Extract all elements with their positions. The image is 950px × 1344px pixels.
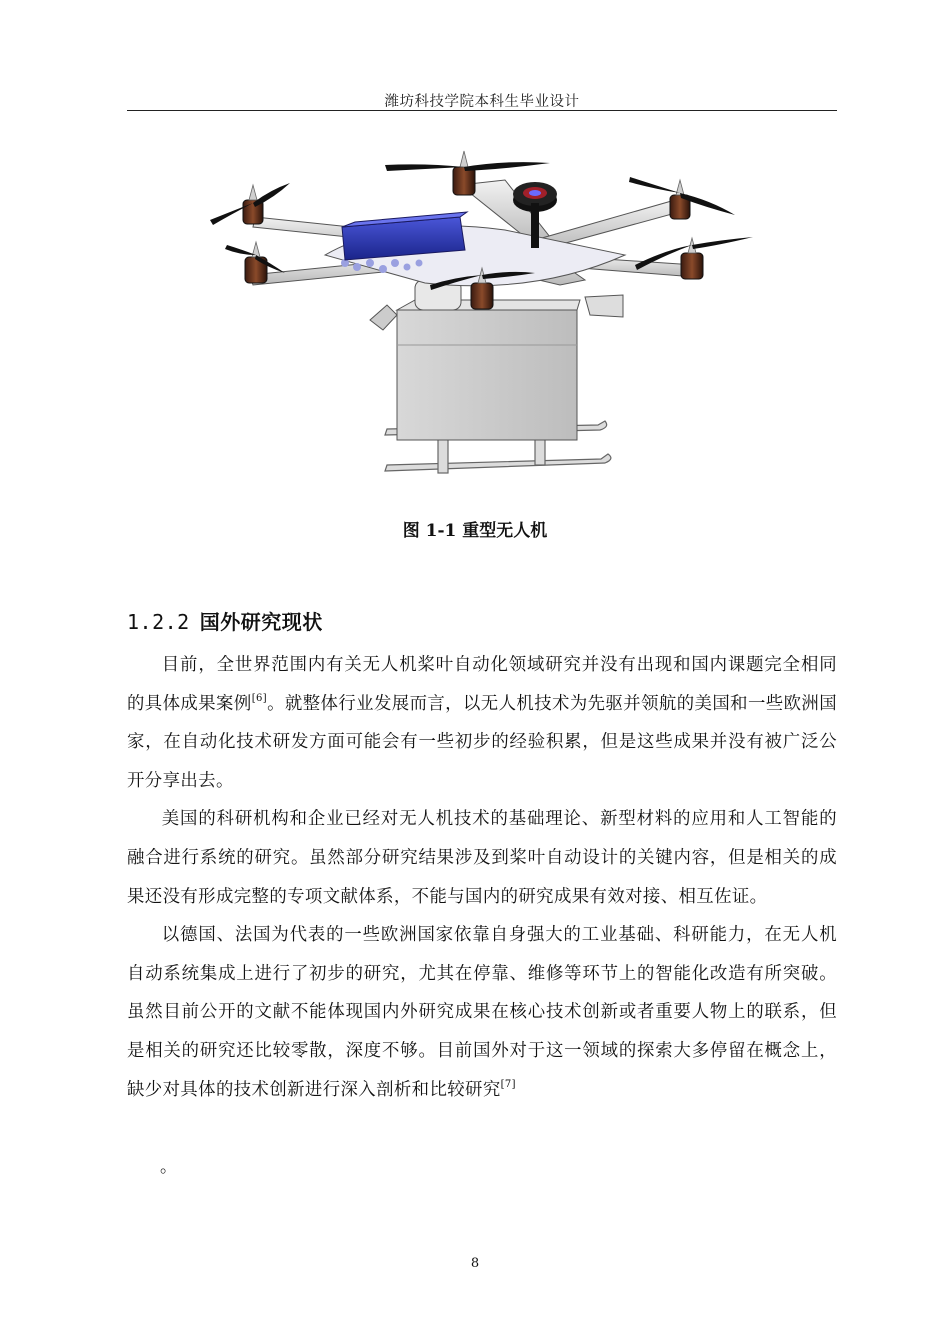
paragraph: [127, 800, 837, 916]
hexacopter-drone-illustration: [205, 145, 765, 485]
page-number: 8: [470, 1256, 480, 1271]
figure-caption: 图 1-1 重型无人机: [402, 521, 548, 541]
paragraph-text: 。就整体行业发展而言，以无人机技术为先驱并领航的美国和一些欧洲国家，在自动化技术研发方面可能会有一些初步的经验积累，但是这些成果并没有被广泛公开分享出去。: [127, 693, 837, 791]
paragraph: [127, 646, 837, 800]
header-rule: [127, 110, 837, 111]
section-heading: [127, 606, 323, 635]
paragraph-text: 目前，全世界范围内有关无人机桨叶自动化领域研究并没有出现和国内课题完全相同的具体成果案例: [127, 655, 837, 714]
citation-ref[interactable]: [7]: [500, 1078, 516, 1090]
citation-ref[interactable]: [6]: [251, 692, 268, 704]
body-text: [127, 646, 837, 1109]
figure-drone-image: [205, 145, 765, 485]
paragraph: [127, 916, 837, 1109]
section-title: 国外研究现状: [199, 610, 323, 634]
trailing-punctuation: 。: [160, 1157, 177, 1177]
paragraph-text: 美国的科研机构和企业已经对无人机技术的基础理论、新型材料的应用和人工智能的融合进行系统的研究。虽然部分研究结果涉及到桨叶自动设计的关键内容，但是相关的成果还没有形成完整的专项文献体系，不能与国内的研究成果有效对接、相互佐证。: [127, 809, 837, 907]
paragraph-text: 以德国、法国为代表的一些欧洲国家依靠自身强大的工业基础、科研能力，在无人机自动系统集成上进行了初步的研究，尤其在停靠、维修等环节上的智能化改造有所突破。虽然目前公开的文献不能体现国内外研究成果在核心技术创新或者重要人物上的联系，但是相关的研究还比较零散，深度不够。目前国外对于这一领域的探索大多停留在概念上，缺少对具体的技术创新进行深入剖析和比较研究: [127, 925, 837, 1100]
running-header: 潍坊科技学院本科生毕业设计: [384, 94, 580, 110]
section-number: 1.2.2: [127, 610, 190, 634]
